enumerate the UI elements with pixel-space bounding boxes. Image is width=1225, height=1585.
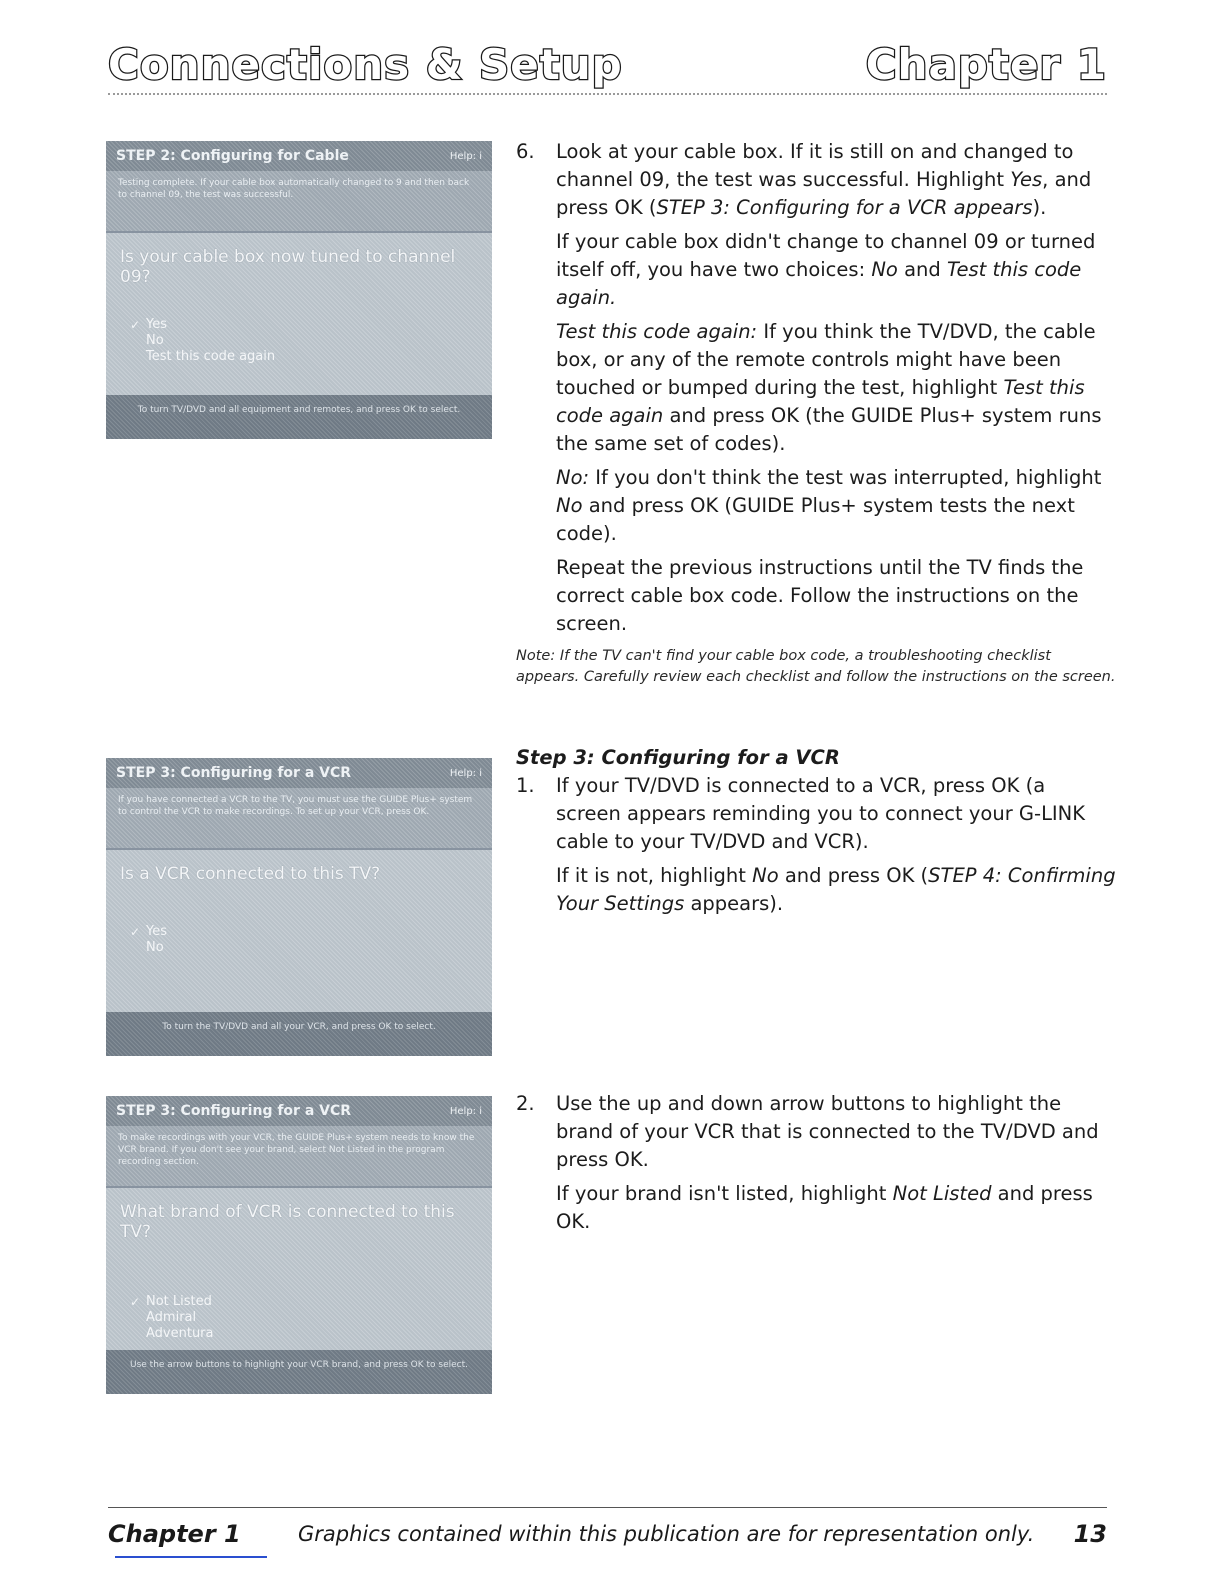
text: appears). bbox=[684, 892, 784, 915]
text: If it is not, highlight bbox=[556, 864, 753, 887]
instructions-step3 bbox=[516, 744, 1116, 918]
screen-option-no: No bbox=[146, 940, 164, 955]
screenshot-vcr-brand bbox=[106, 1096, 492, 1394]
list-item bbox=[516, 138, 1116, 222]
item-number: 6. bbox=[516, 140, 535, 163]
item-text: Use the up and down arrow buttons to highlight the brand of your VCR that is connected to the TV/DVD and press OK. bbox=[556, 1092, 1099, 1171]
text-italic: Test this code again. bbox=[556, 258, 1082, 309]
screen-info: If you have connected a VCR to the TV, you must use the GUIDE Plus+ system to control the VCR to make recordings. To set up your VCR, press OK. bbox=[106, 788, 492, 850]
screen-option-yes: ✓ Yes bbox=[124, 924, 492, 940]
text: and press OK (GUIDE Plus+ system tests the next code). bbox=[556, 494, 1075, 545]
text-italic: No bbox=[752, 864, 779, 887]
text: , and press OK ( bbox=[556, 168, 1092, 219]
footer-divider bbox=[108, 1507, 1107, 1508]
list-item bbox=[516, 1090, 1116, 1174]
footer-chapter: Chapter 1 bbox=[108, 1520, 241, 1548]
screen-question: Is a VCR connected to this TV? bbox=[120, 864, 381, 884]
screen-title: STEP 3: Configuring for a VCR bbox=[116, 765, 352, 781]
list-item bbox=[516, 772, 1116, 856]
screen-question: What brand of VCR is connected to this TV? bbox=[120, 1202, 455, 1242]
item-text: If your TV/DVD is connected to a VCR, press OK (a screen appears reminding you to connect your G-LINK cable to your TV/DVD and VCR). bbox=[556, 774, 1086, 853]
paragraph: Repeat the previous instructions until the TV finds the correct cable box code. Follow the instructions on the screen. bbox=[556, 556, 1084, 635]
screen-title-bar bbox=[106, 758, 492, 788]
text: If your cable box didn't change to channel 09 or turned itself off, you have two choices: bbox=[556, 230, 1096, 281]
instructions-step6 bbox=[516, 138, 1116, 688]
step-heading: Step 3: Configuring for a VCR bbox=[516, 746, 840, 769]
text: and press OK (the GUIDE Plus+ system runs the same set of codes). bbox=[556, 404, 1102, 455]
screen-title-bar bbox=[106, 141, 492, 171]
text-italic: No bbox=[871, 258, 898, 281]
paragraph bbox=[556, 318, 1116, 458]
screen-options bbox=[106, 884, 492, 956]
screen-info: To make recordings with your VCR, the GUIDE Plus+ system needs to know the VCR brand. If you don't see your brand, select Not Listed in the program recording section. bbox=[106, 1126, 492, 1188]
page-number: 13 bbox=[1073, 1520, 1107, 1548]
screen-option-not-listed: ✓ Not Listed bbox=[124, 1294, 492, 1310]
text-italic: Not Listed bbox=[892, 1182, 992, 1205]
text-italic: Test this code again: bbox=[556, 320, 758, 343]
text: If you think the TV/DVD, the cable box, or any of the remote controls might have been touched or bumped during the test, highlight bbox=[556, 320, 1096, 399]
screenshot-vcr-connected bbox=[106, 758, 492, 1056]
paragraph bbox=[556, 464, 1116, 548]
screen-info: Testing complete. If your cable box automatically changed to 9 and then back to channel 09, the test was successful. bbox=[106, 171, 492, 233]
screen-help: Help: i bbox=[449, 767, 482, 779]
text-italic: No bbox=[556, 494, 583, 517]
text: and press OK. bbox=[556, 1182, 1093, 1233]
note: Note: If the TV can't find your cable box code, a troubleshooting checklist appears. Carefully review each checklist and follow the instructions on the screen. bbox=[516, 648, 1116, 685]
screen-options bbox=[106, 1242, 492, 1342]
footer-disclaimer: Graphics contained within this publication are for representation only. bbox=[298, 1522, 1035, 1546]
chapter-title: Chapter 1 bbox=[865, 40, 1107, 89]
text: ). bbox=[1032, 196, 1047, 219]
paragraph bbox=[556, 228, 1116, 312]
screen-title: STEP 2: Configuring for Cable bbox=[116, 148, 349, 164]
header-divider bbox=[108, 93, 1107, 95]
item-text bbox=[556, 138, 1116, 222]
screen-option-no: No bbox=[146, 333, 164, 348]
screenshot-cable-test bbox=[106, 141, 492, 439]
screen-question: Is your cable box now tuned to channel 09? bbox=[120, 247, 456, 287]
section-title: Connections & Setup bbox=[108, 40, 623, 89]
screen-title: STEP 3: Configuring for a VCR bbox=[116, 1103, 352, 1119]
text-italic: No: bbox=[556, 466, 590, 489]
text-italic: STEP 4: Confirming Your Settings bbox=[556, 864, 1116, 915]
screen-option-admiral: Admiral bbox=[146, 1310, 197, 1325]
text-italic: Test this code again bbox=[556, 376, 1085, 427]
screen-footer: Use the arrow buttons to highlight your VCR brand, and press OK to select. bbox=[106, 1350, 492, 1394]
instructions-vcr-brand bbox=[516, 1090, 1116, 1236]
text: If you don't think the test was interrupted, highlight bbox=[589, 466, 1102, 489]
item-number: 2. bbox=[516, 1092, 535, 1115]
text: Look at your cable box. If it is still on and changed to channel 09, the test was successful. Highlight bbox=[556, 140, 1074, 191]
screen-option-test-again: Test this code again bbox=[146, 349, 276, 364]
text: and bbox=[897, 258, 947, 281]
screen-help: Help: i bbox=[449, 150, 482, 162]
paragraph bbox=[556, 1180, 1116, 1236]
footer-chapter-underline bbox=[115, 1556, 267, 1558]
screen-option-yes: ✓ Yes bbox=[124, 317, 492, 333]
text-italic: STEP 3: Configuring for a VCR appears bbox=[656, 196, 1033, 219]
screen-options bbox=[106, 287, 492, 365]
item-number: 1. bbox=[516, 774, 535, 797]
screen-title-bar bbox=[106, 1096, 492, 1126]
screen-option-adventura: Adventura bbox=[146, 1326, 214, 1341]
paragraph bbox=[556, 862, 1116, 918]
screen-footer: To turn TV/DVD and all equipment and remotes, and press OK to select. bbox=[106, 395, 492, 439]
text-italic: Yes bbox=[1010, 168, 1043, 191]
text: and press OK ( bbox=[778, 864, 929, 887]
screen-footer: To turn the TV/DVD and all your VCR, and press OK to select. bbox=[106, 1012, 492, 1056]
text: If your brand isn't listed, highlight bbox=[556, 1182, 893, 1205]
screen-help: Help: i bbox=[449, 1105, 482, 1117]
